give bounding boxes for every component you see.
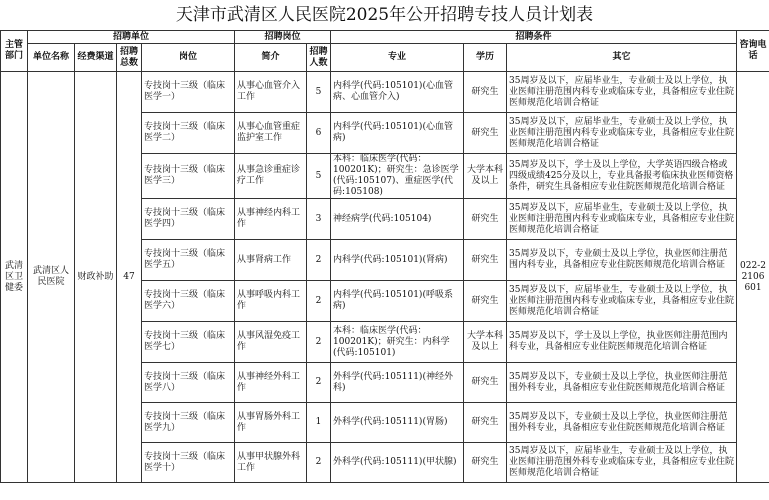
count-cell: 2: [307, 240, 331, 281]
intro-cell: 从事呼吸内科工作: [235, 281, 307, 322]
education-cell: 研究生: [464, 113, 507, 154]
count-cell: 6: [307, 113, 331, 154]
other-cell: 35周岁及以下，应届毕业生，专业硕士及以上学位，执业医师注册范围内科专业或临床专业，具备相应专业住院医师规范化培训合格证: [507, 199, 737, 240]
header-major: 专业: [331, 44, 464, 72]
post-cell: 专技岗十三级（临床医学三）: [142, 154, 235, 199]
intro-cell: 从事神经外科工作: [235, 363, 307, 403]
header-post-group: 招聘岗位: [235, 31, 331, 44]
header-cond-group: 招聘条件: [331, 31, 737, 44]
major-cell: 本科：临床医学(代码：100201K)；研究生：内科学(代码:105101): [331, 322, 464, 363]
intro-cell: 从事急诊重症诊疗工作: [235, 154, 307, 199]
major-cell: 内科学(代码:105101)(心血管病): [331, 113, 464, 154]
count-cell: 2: [307, 281, 331, 322]
major-cell: 内科学(代码:105101)(肾病): [331, 240, 464, 281]
other-cell: 35周岁及以下，学士及以上学位，执业医师注册范围内科专业，具备相应专业住院医师规范化培训合格证: [507, 322, 737, 363]
header-intro: 简介: [235, 44, 307, 72]
other-cell: 35周岁及以下，专业硕士及以上学位，执业医师注册范围外科专业，具备相应专业住院医师规范化培训合格证: [507, 403, 737, 443]
header-education: 学历: [464, 44, 507, 72]
header-post: 岗位: [142, 44, 235, 72]
major-cell: 外科学(代码:105111)(甲状腺): [331, 443, 464, 483]
count-cell: 2: [307, 443, 331, 483]
intro-cell: 从事胃肠外科工作: [235, 403, 307, 443]
intro-cell: 从事甲状腺外科工作: [235, 443, 307, 483]
count-cell: 5: [307, 154, 331, 199]
header-dept: 主管部门: [1, 31, 28, 72]
header-other: 其它: [507, 44, 737, 72]
major-cell: 本科：临床医学(代码：100201K)；研究生：急诊医学(代码:105107)、重症医学(代码:105108): [331, 154, 464, 199]
post-cell: 专技岗十三级（临床医学十）: [142, 443, 235, 483]
header-unit-name: 单位名称: [28, 44, 75, 72]
major-cell: 外科学(代码:105111)(神经外科): [331, 363, 464, 403]
education-cell: 研究生: [464, 72, 507, 113]
page-title: 天津市武清区人民医院2025年公开招聘专技人员计划表: [175, 5, 594, 25]
post-cell: 专技岗十三级（临床医学五）: [142, 240, 235, 281]
header-unit-group: 招聘单位: [28, 31, 235, 44]
intro-cell: 从事心血管介入工作: [235, 72, 307, 113]
post-cell: 专技岗十三级（临床医学七）: [142, 322, 235, 363]
count-cell: 1: [307, 403, 331, 443]
post-cell: 专技岗十三级（临床医学九）: [142, 403, 235, 443]
count-cell: 3: [307, 199, 331, 240]
header-count: 招聘人数: [307, 44, 331, 72]
education-cell: 研究生: [464, 281, 507, 322]
education-cell: 研究生: [464, 403, 507, 443]
header-total: 招聘总数: [117, 44, 142, 72]
education-cell: 研究生: [464, 363, 507, 403]
major-cell: 内科学(代码:105101)(呼吸系病): [331, 281, 464, 322]
post-cell: 专技岗十三级（临床医学八）: [142, 363, 235, 403]
header-phone: 咨询电话: [737, 31, 769, 72]
table-row: [1, 72, 769, 113]
other-cell: 35周岁及以下，应届毕业生，专业硕士及以上学位，执业医师注册范围内科专业或临床专业，具备相应专业住院医师规范化培训合格证: [507, 281, 737, 322]
count-cell: 2: [307, 363, 331, 403]
education-cell: 大学本科及以上: [464, 154, 507, 199]
major-cell: 神经病学(代码:105104): [331, 199, 464, 240]
education-cell: 研究生: [464, 199, 507, 240]
phone-cell: 022-22106601: [737, 72, 769, 483]
intro-cell: 从事心血管重症监护室工作: [235, 113, 307, 154]
intro-cell: 从事肾病工作: [235, 240, 307, 281]
header-funding: 经费渠道: [75, 44, 117, 72]
other-cell: 35周岁及以下，学士及以上学位，大学英语四级合格或四级成绩425分及以上，专业具备报考临床执业医师资格条件，研究生具备相应专业住院医师规范化培训合格证: [507, 154, 737, 199]
other-cell: 35周岁及以下，应届毕业生，专业硕士及以上学位，执业医师注册范围外科专业或临床专业，具备相应专业住院医师规范化培训合格证: [507, 443, 737, 483]
funding-cell: 财政补助: [75, 72, 117, 483]
education-cell: 研究生: [464, 240, 507, 281]
other-cell: 35周岁及以下，专业硕士及以上学位，执业医师注册范围内科专业，具备相应专业住院医师规范化培训合格证: [507, 240, 737, 281]
other-cell: 35周岁及以下，专业硕士及以上学位，执业医师注册范围外科专业，具备相应专业住院医师规范化培训合格证: [507, 363, 737, 403]
major-cell: 外科学(代码:105111)(胃肠): [331, 403, 464, 443]
education-cell: 研究生: [464, 443, 507, 483]
unit-name-cell: 武清区人民医院: [28, 72, 75, 483]
other-cell: 35周岁及以下，应届毕业生，专业硕士及以上学位，执业医师注册范围内科专业或临床专业，具备相应专业住院医师规范化培训合格证: [507, 113, 737, 154]
count-cell: 5: [307, 72, 331, 113]
intro-cell: 从事神经内科工作: [235, 199, 307, 240]
education-cell: 大学本科及以上: [464, 322, 507, 363]
post-cell: 专技岗十三级（临床医学一）: [142, 72, 235, 113]
post-cell: 专技岗十三级（临床医学六）: [142, 281, 235, 322]
recruitment-table: [0, 30, 769, 483]
dept-cell: 武清区卫健委: [1, 72, 28, 483]
post-cell: 专技岗十三级（临床医学二）: [142, 113, 235, 154]
post-cell: 专技岗十三级（临床医学四）: [142, 199, 235, 240]
major-cell: 内科学(代码:105101)(心血管病、心血管介入): [331, 72, 464, 113]
intro-cell: 从事风湿免疫工作: [235, 322, 307, 363]
other-cell: 35周岁及以下，应届毕业生，专业硕士及以上学位，执业医师注册范围内科专业或临床专业，具备相应专业住院医师规范化培训合格证: [507, 72, 737, 113]
total-cell: 47: [117, 72, 142, 483]
count-cell: 2: [307, 322, 331, 363]
